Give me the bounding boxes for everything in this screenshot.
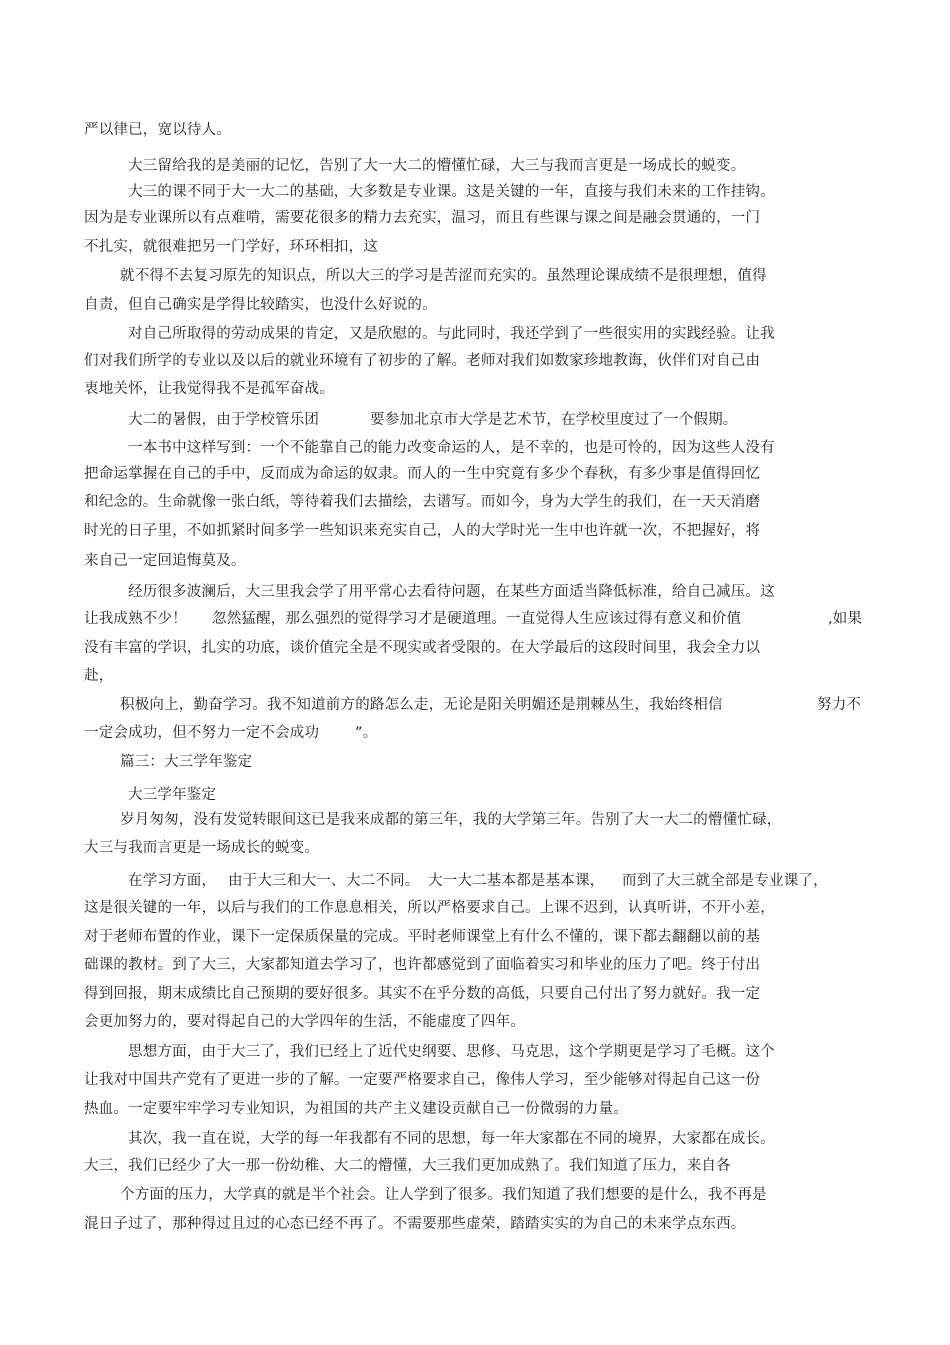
text-line: 积极向上，勤奋学习。我不知道前方的路怎么走，无论是阳关明媚还是荆棘丛生，我始终相信 — [120, 697, 723, 713]
text-line: 岁月匆匆，没有发觉转眼间这已是我来成都的第三年，我的大学第三年。告别了大一大二的懵懂忙碌， — [120, 812, 782, 828]
text-line: 个方面的压力，大学真的就是半个社会。让人学到了很多。我们知道了我们想要的是什么，我不再是 — [120, 1187, 767, 1203]
text-line: 衷地关怀，让我觉得我不是孤军奋战。 — [84, 381, 334, 397]
text-line: 热血。一定要牢牢学习专业知识，为祖国的共产主义建设贡献自己一份微弱的力量。 — [84, 1101, 628, 1117]
text-line: 要参加北京市大学是艺术节，在学校里度过了一个假期。 — [370, 412, 738, 428]
text-line: 大一大二基本都是基本课， — [428, 873, 605, 889]
text-line: 这是很关键的一年，以后与我们的工作息息相关，所以严格要求自己。上课不迟到，认真听讲，不开小差， — [84, 900, 775, 916]
text-line: 就不得不去复习原先的知识点，所以大三的学习是苦涩而充实的。虽然理论课成绩不是很理想，值得 — [120, 268, 767, 284]
text-line: 对于老师布置的作业，课下一定保质保量的完成。平时老师课堂上有什么不懂的，课下都去翻翻以前的基 — [84, 929, 761, 945]
text-line: 础课的教材。到了大三，大家都知道去学习了，也许都感觉到了面临着实习和毕业的压力了吧。终于付出 — [84, 957, 761, 973]
text-line: 严以律已，宽以待人。 — [84, 122, 231, 138]
text-line: 赴， — [84, 668, 114, 684]
text-line: 和纪念的。生命就像一张白纸，等待着我们去描绘，去谱写。而如今，身为大学生的我们，在一天天消磨 — [84, 494, 761, 510]
text-line: 篇三：大三学年鉴定 — [120, 754, 253, 770]
text-line: 而到了大三就全部是专业课了， — [622, 873, 828, 889]
text-line: 让我成熟不少！ — [84, 611, 187, 627]
text-line: 由于大三和大一、 — [228, 873, 346, 889]
text-line: 大三与我而言更是一场成长的蜕变。 — [84, 840, 320, 856]
text-line: 大三，我们已经少了大一那一份幼稚、大二的懵懂，大三我们更加成熟了。我们知道了压力，来自各 — [84, 1158, 731, 1174]
text-line: 们对我们所学的专业以及以后的就业环境有了初步的了解。老师对我们如数家珍地教诲，伙伴们对自己由 — [84, 353, 761, 369]
text-line: 思想方面，由于大三了，我们已经上了近代史纲要、思修、马克思，这个学期更是学习了毛概。这个 — [128, 1044, 775, 1060]
text-line: 对自己所取得的劳动成果的肯定，又是欣慰的。与此同时，我还学到了一些很实用的实践经验。让我 — [128, 326, 775, 342]
text-line: 自责，但自己确实是学得比较踏实，也没什么好说的。 — [84, 297, 437, 313]
text-line: 来自己一定回追悔莫及。 — [84, 553, 246, 569]
text-line: 时光的日子里，不如抓紧时间多学一些知识来充实自己，人的大学时光一生中也许就一次，不把握好，将 — [84, 523, 761, 539]
text-line: 把命运掌握在自己的手中，反而成为命运的奴隶。而人的一生中究竟有多少个春秋，有多少事是值得回忆 — [84, 466, 761, 482]
text-line: 会更加努力的，要对得起自己的大学四年的生活，不能虚度了四年。 — [84, 1014, 525, 1030]
text-line: 不扎实，就很难把另一门学好，环环相扣，这 — [84, 239, 378, 255]
text-line: 让我对中国共产党有了更进一步的了解。一定要严格要求自己，像伟人学习，至少能够对得起自己这一份 — [84, 1072, 761, 1088]
text-line: 其次，我一直在说，大学的每一年我都有不同的思想，每一年大家都在不同的境界，大家都在成长。 — [128, 1131, 775, 1147]
text-line: 大二的暑假，由于学校管乐团 — [128, 412, 320, 428]
text-line: 混日子过了，那种得过且过的心态已经不再了。不需要那些虚荣，踏踏实实的为自己的未来学点东西。 — [84, 1216, 746, 1232]
text-line: 一定会成功，但不努力一定不会成功 — [84, 725, 320, 741]
text-line: 忽然猛醒，那么强烈的觉得学习才是硬道理。一直觉得人生应该过得有意义和价值 — [212, 611, 742, 627]
text-line: ”。 — [355, 725, 378, 741]
text-line: 经历很多波澜后，大三里我会学了用平常心去看待问题，在某些方面适当降低标准，给自己减压。这 — [128, 584, 775, 600]
text-line: ,如果 — [828, 611, 863, 627]
text-line: 大三留给我的是美丽的记忆，告别了大一大二的懵懂忙碌，大三与我而言更是一场成长的蜕变。 — [128, 158, 746, 174]
text-line: 没有丰富的学识，扎实的功底，谈价值完全是不现实或者受限的。在大学最后的这段时间里，我会全力以 — [84, 640, 761, 656]
text-line: 努力不 — [817, 697, 862, 713]
text-line: 得到回报，期末成绩比自己预期的要好很多。其实不在乎分数的高低，只要自己付出了努力就好。我一定 — [84, 986, 761, 1002]
text-line: 在学习方面， — [128, 873, 217, 889]
text-line: 大二不同。 — [346, 873, 420, 889]
text-line: 因为是专业课所以有点难啃，需要花很多的精力去充实，温习，而且有些课与课之间是融会贯通的，一门 — [84, 210, 761, 226]
text-line: 大三学年鉴定 — [128, 787, 217, 803]
text-line: 一本书中这样写到：一个不能靠自己的能力改变命运的人，是不幸的，也是可怜的，因为这些人没有 — [128, 440, 775, 456]
text-line: 大三的课不同于大一大二的基础，大多数是专业课。这是关键的一年，直接与我们未来的工作挂钩。 — [128, 184, 775, 200]
